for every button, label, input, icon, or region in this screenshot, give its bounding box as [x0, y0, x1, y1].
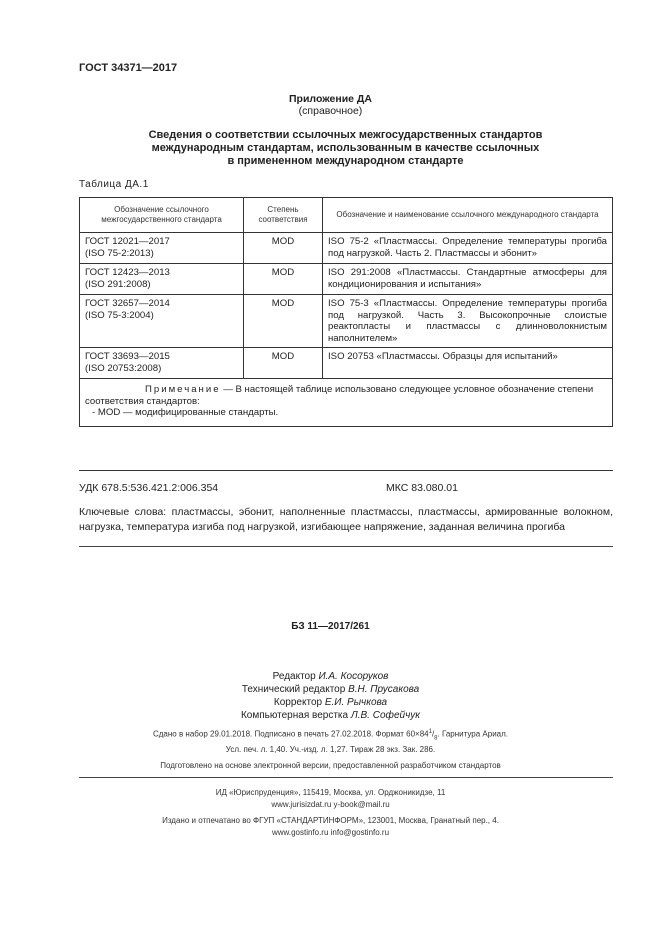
credit-line	[0, 683, 661, 696]
note-label: Примечание	[145, 384, 221, 395]
note-text	[85, 384, 607, 407]
std-code: ГОСТ 33693—2015	[85, 351, 170, 362]
table-header-row	[80, 198, 613, 233]
format-numerator: 1	[428, 729, 432, 735]
intl-standard-cell: ISO 75-2 «Пластмассы. Определение температуры прогиба под нагрузкой. Часть 2. Пластмассы и эбонит»	[323, 233, 613, 264]
table-row	[80, 264, 613, 295]
divider	[79, 470, 613, 471]
intl-standard-cell: ISO 291:2008 «Пластмассы. Стандартные атмосферы для кондиционирования и испытания»	[323, 264, 613, 295]
keywords: Ключевые слова: пластмассы, эбонит, наполненные пластмассы, пластмассы, армированные волокном, нагрузка, температура изгиба под нагрузкой, изгибающее напряжение, заданная величина прогиба	[79, 506, 613, 533]
credit-name: В.Н. Прусакова	[348, 684, 420, 695]
intl-standard-cell: ISO 20753 «Пластмассы. Образцы для испытаний»	[323, 348, 613, 379]
degree-cell: MOD	[244, 348, 323, 379]
document-code: ГОСТ 34371—2017	[79, 62, 178, 74]
appendix-title: Приложение ДА	[289, 93, 372, 105]
printer-line: Издано и отпечатано во ФГУП «СТАНДАРТИНФОРМ», 123001, Москва, Гранатный пер., 4.	[162, 816, 499, 825]
title-line: международным стандартам, использованным в качестве ссылочных	[151, 142, 540, 154]
std-reference: (ISO 20753:2008)	[85, 362, 162, 374]
table-note-row	[80, 379, 613, 427]
credit-name: Е.И. Рычкова	[324, 697, 388, 708]
printer-block	[0, 815, 661, 839]
std-reference: (ISO 75-2:2013)	[85, 247, 154, 259]
column-header-intl: Обозначение и наименование ссылочного международного стандарта	[323, 198, 613, 233]
imprint-text: Сдано в набор 29.01.2018. Подписано в печать 27.02.2018. Формат 60×84	[152, 729, 429, 739]
std-code: ГОСТ 12423—2013	[85, 267, 170, 278]
credit-role: Компьютерная верстка	[240, 710, 349, 721]
std-code: ГОСТ 32657—2014	[85, 298, 170, 309]
std-code: ГОСТ 12021—2017	[85, 236, 170, 247]
degree-cell: MOD	[244, 295, 323, 348]
appendix-heading	[0, 93, 661, 117]
credit-role: Редактор	[272, 671, 316, 682]
prepared-note: Подготовлено на основе электронной версии, предоставленной разработчиком стандартов	[160, 761, 501, 770]
publisher-block	[0, 787, 661, 811]
table-row	[80, 348, 613, 379]
format-denominator: 8	[434, 735, 438, 742]
table-label: Таблица ДА.1	[79, 179, 149, 190]
table-row	[80, 295, 613, 348]
column-header-std: Обозначение ссылочного межгосударственного стандарта	[80, 198, 244, 233]
intl-standard-cell: ISO 75-3 «Пластмассы. Определение температуры прогиба под нагрузкой. Часть 3. Высокопрочные слоистые реактопласты и пластмассы с длинноволокнистым наполнителем»	[323, 295, 613, 348]
title-line: Сведения о соответствии ссылочных межгосударственных стандартов	[148, 129, 543, 141]
credit-name: И.А. Косоруков	[318, 671, 389, 682]
publisher-line: www.jurisizdat.ru y-book@mail.ru	[271, 800, 390, 809]
column-header-degree: Степень соответствия	[244, 198, 323, 233]
credits-block	[0, 670, 661, 722]
note-body: — В настоящей таблице использовано следующее условное обозначение степени соответствия стандартов:	[85, 384, 594, 407]
mks-code: МКС 83.080.01	[386, 482, 458, 494]
table-row	[80, 233, 613, 264]
std-reference: (ISO 75-3:2004)	[85, 309, 154, 321]
std-cell	[80, 233, 244, 264]
udk-code: УДК 678.5:536.421.2:006.354	[79, 482, 219, 494]
table-note	[80, 379, 613, 427]
imprint-text: . Гарнитура Ариал.	[437, 729, 509, 739]
imprint-block	[0, 726, 661, 756]
publisher-line: ИД «Юриспруденция», 115419, Москва, ул. Орджоникидзе, 11	[215, 788, 446, 797]
imprint-line: Сдано в набор 29.01.2018. Подписано в печать 27.02.2018. Формат $60\times 84^1/_8$. Гарнитура Ариал.	[152, 729, 509, 742]
divider	[79, 546, 613, 547]
credit-role: Технический редактор	[241, 684, 346, 695]
degree-cell: MOD	[244, 264, 323, 295]
std-cell	[80, 295, 244, 348]
credit-role: Корректор	[273, 697, 323, 708]
bz-number: БЗ 11—2017/261	[291, 621, 370, 632]
std-reference: (ISO 291:2008)	[85, 278, 151, 290]
credit-line	[0, 670, 661, 683]
degree-cell: MOD	[244, 233, 323, 264]
title-line: в примененном международном стандарте	[227, 155, 464, 167]
credit-line	[0, 709, 661, 722]
printer-line: www.gostinfo.ru info@gostinfo.ru	[271, 828, 390, 837]
std-cell	[80, 264, 244, 295]
note-item: - MOD — модифицированные стандарты.	[92, 407, 279, 418]
divider	[79, 777, 613, 778]
appendix-section-title	[79, 129, 612, 168]
appendix-subtitle: (справочное)	[298, 105, 363, 117]
credit-line	[0, 696, 661, 709]
correspondence-table	[79, 197, 613, 427]
imprint-line: Усл. печ. л. 1,40. Уч.-изд. л. 1,27. Тираж 28 экз. Зак. 286.	[225, 745, 436, 755]
credit-name: Л.В. Софейчук	[350, 710, 421, 721]
std-cell	[80, 348, 244, 379]
